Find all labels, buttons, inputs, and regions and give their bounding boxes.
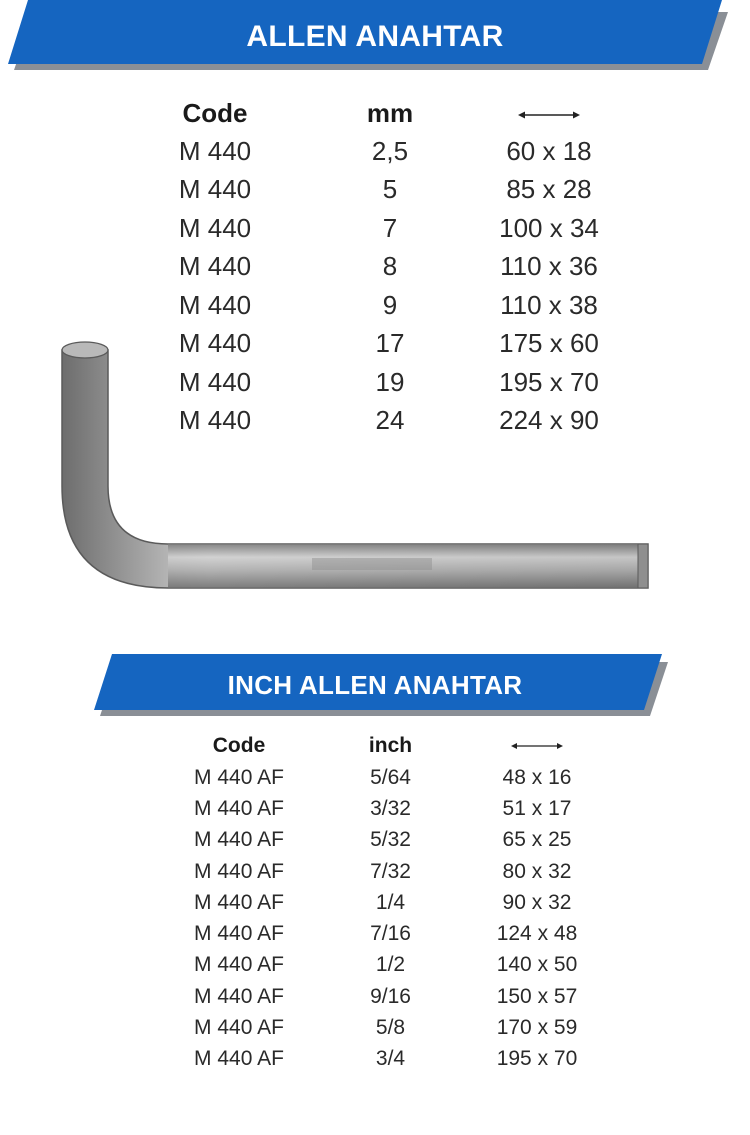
cell-dimension: 110 x 36 [500,251,598,282]
cell-size: 5/8 [375,1016,406,1040]
spec-table-inch [175,730,596,1075]
table-row [175,793,596,824]
section-banner-inch [0,648,750,718]
cell-dimension: 48 x 16 [502,765,572,789]
cell-code: M 440 [178,135,252,166]
cell-dimension: 90 x 32 [502,890,572,914]
cell-dimension: 124 x 48 [496,922,578,946]
cell-dimension: 65 x 25 [502,828,572,852]
header-code: Code [212,734,266,757]
cell-dimension: 110 x 38 [500,289,598,320]
cell-dimension: 195 x 70 [499,366,599,397]
cell-code: M 440 [178,212,252,243]
cell-code: M 440 AF [194,984,284,1008]
table-row [175,950,596,981]
header-dimension [490,94,608,132]
cell-size: 1/4 [375,890,406,914]
cell-size: 7/32 [370,859,411,883]
section-title: INCH ALLEN ANAHTAR [227,670,523,700]
cell-size: 5 [382,174,398,205]
section-banner-allen [0,0,750,80]
cell-dimension: 51 x 17 [502,796,572,820]
cell-size: 5/64 [370,765,411,789]
double-arrow-icon [511,741,563,751]
cell-dimension: 224 x 90 [499,405,599,436]
cell-size: 19 [375,366,405,397]
cell-code: M 440 AF [194,1047,284,1071]
cell-code: M 440 AF [194,765,284,789]
table-row [175,981,596,1012]
cell-code: M 440 AF [194,953,284,977]
cell-size: 9 [382,289,398,320]
table-row [175,825,596,856]
cell-size: 7 [382,212,398,243]
table-header-row [175,730,596,762]
cell-size: 8 [382,251,398,282]
table-row [140,248,608,287]
cell-size: 17 [375,328,405,359]
table-row [175,887,596,918]
cell-code: M 440 AF [194,796,284,820]
table-row [175,918,596,949]
double-arrow-icon [518,109,580,121]
cell-dimension: 60 x 18 [506,135,592,166]
cell-dimension: 150 x 57 [496,984,578,1008]
cell-dimension: 195 x 70 [496,1047,578,1071]
cell-dimension: 175 x 60 [499,328,599,359]
cell-code: M 440 AF [194,922,284,946]
cell-dimension: 100 x 34 [499,212,599,243]
cell-dimension: 80 x 32 [502,859,572,883]
table-row [175,1012,596,1043]
cell-size: 24 [375,405,405,436]
cell-code: M 440 [178,366,252,397]
cell-size: 1/2 [375,953,406,977]
cell-size: 3/32 [370,796,411,820]
cell-code: M 440 AF [194,1016,284,1040]
section-title: ALLEN ANAHTAR [246,20,504,53]
table-row [140,209,608,248]
cell-code: M 440 AF [194,890,284,914]
header-size: mm [366,97,414,128]
header-size: inch [368,734,413,757]
table-header-row [140,94,608,132]
cell-code: M 440 [178,251,252,282]
table-row [140,286,608,325]
cell-dimension: 170 x 59 [496,1016,578,1040]
cell-size: 3/4 [375,1047,406,1071]
cell-size: 7/16 [370,922,411,946]
table-row [140,132,608,171]
table-row [175,1044,596,1075]
header-dimension [478,730,596,762]
table-row [175,856,596,887]
table-row [175,762,596,793]
cell-code: M 440 [178,174,252,205]
cell-size: 2,5 [371,135,409,166]
table-row [140,171,608,210]
cell-code: M 440 AF [194,859,284,883]
header-code: Code [182,97,248,128]
cell-dimension: 85 x 28 [506,174,592,205]
cell-size: 9/16 [370,984,411,1008]
cell-dimension: 140 x 50 [496,953,578,977]
cell-size: 5/32 [370,828,411,852]
cell-code: M 440 [178,328,252,359]
allen-key-image [50,336,660,598]
cell-code: M 440 AF [194,828,284,852]
cell-code: M 440 [178,405,252,436]
cell-code: M 440 [178,289,252,320]
